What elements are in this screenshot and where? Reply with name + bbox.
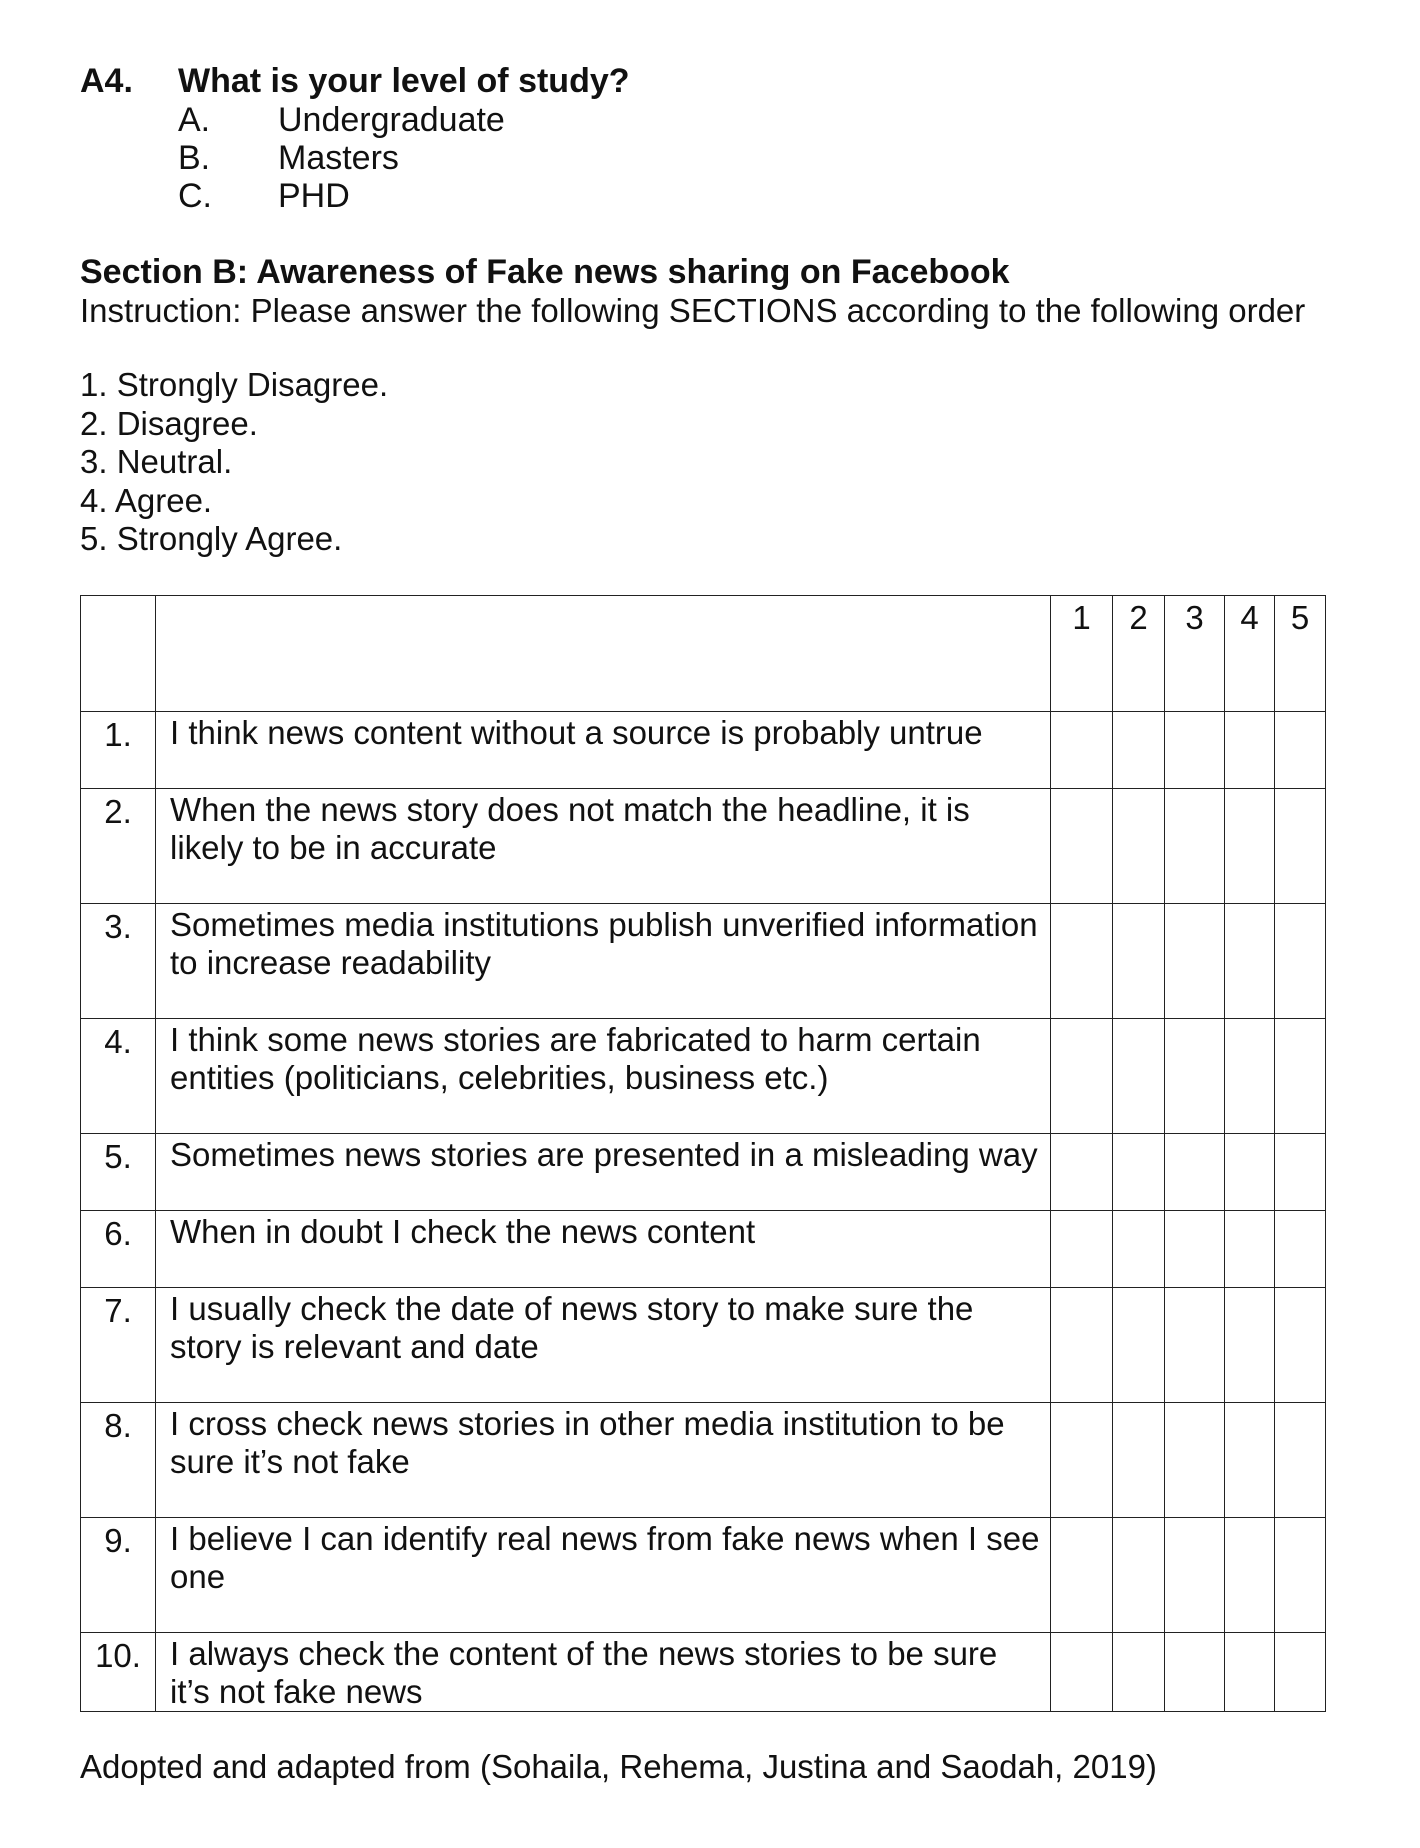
- rating-cell-3[interactable]: [1165, 712, 1225, 789]
- row-number: 2.: [81, 789, 156, 904]
- rating-cell-5[interactable]: [1275, 1211, 1326, 1288]
- rating-cell-4[interactable]: [1225, 1518, 1275, 1633]
- row-number: 4.: [81, 1019, 156, 1134]
- rating-cell-2[interactable]: [1113, 712, 1165, 789]
- option-label: Undergraduate: [278, 101, 505, 139]
- row-statement: Sometimes news stories are presented in a misleading way: [156, 1134, 1051, 1211]
- header-col-1: 1: [1051, 596, 1113, 712]
- rating-cell-5[interactable]: [1275, 1633, 1326, 1712]
- rating-cell-1[interactable]: [1051, 1633, 1113, 1712]
- table-row: [81, 1403, 1326, 1518]
- rating-cell-5[interactable]: [1275, 712, 1326, 789]
- table-row: [81, 712, 1326, 789]
- rating-cell-3[interactable]: [1165, 1211, 1225, 1288]
- rating-cell-3[interactable]: [1165, 1019, 1225, 1134]
- rating-cell-5[interactable]: [1275, 1518, 1326, 1633]
- rating-cell-5[interactable]: [1275, 1403, 1326, 1518]
- rating-cell-2[interactable]: [1113, 1633, 1165, 1712]
- option-letter: A.: [178, 101, 211, 139]
- rating-cell-2[interactable]: [1113, 1211, 1165, 1288]
- option-label: PHD: [278, 177, 350, 215]
- rating-cell-3[interactable]: [1165, 1518, 1225, 1633]
- question-text: What is your level of study?: [178, 62, 630, 100]
- rating-cell-2[interactable]: [1113, 789, 1165, 904]
- row-number: 10.: [81, 1633, 156, 1712]
- scale-item: 1. Strongly Disagree.: [80, 366, 389, 403]
- rating-cell-2[interactable]: [1113, 1403, 1165, 1518]
- rating-cell-4[interactable]: [1225, 1211, 1275, 1288]
- row-statement: Sometimes media institutions publish unverified information to increase readability: [156, 904, 1051, 1019]
- rating-cell-3[interactable]: [1165, 1403, 1225, 1518]
- row-number: 5.: [81, 1134, 156, 1211]
- rating-cell-5[interactable]: [1275, 1019, 1326, 1134]
- row-statement: When in doubt I check the news content: [156, 1211, 1051, 1288]
- rating-cell-4[interactable]: [1225, 1633, 1275, 1712]
- row-number: 6.: [81, 1211, 156, 1288]
- rating-cell-4[interactable]: [1225, 1019, 1275, 1134]
- header-col-2: 2: [1113, 596, 1165, 712]
- option-letter: B.: [178, 139, 211, 177]
- rating-cell-1[interactable]: [1051, 1403, 1113, 1518]
- row-statement: When the news story does not match the headline, it is likely to be in accurate: [156, 789, 1051, 904]
- rating-cell-4[interactable]: [1225, 789, 1275, 904]
- row-statement: I believe I can identify real news from fake news when I see one: [156, 1518, 1051, 1633]
- rating-cell-5[interactable]: [1275, 1134, 1326, 1211]
- option-letter: C.: [178, 177, 212, 215]
- rating-cell-4[interactable]: [1225, 1134, 1275, 1211]
- rating-cell-1[interactable]: [1051, 789, 1113, 904]
- row-number: 7.: [81, 1288, 156, 1403]
- likert-scale-legend: [80, 366, 388, 559]
- table-row: [81, 1134, 1326, 1211]
- rating-cell-1[interactable]: [1051, 904, 1113, 1019]
- rating-cell-2[interactable]: [1113, 1134, 1165, 1211]
- rating-cell-2[interactable]: [1113, 1518, 1165, 1633]
- rating-cell-2[interactable]: [1113, 904, 1165, 1019]
- citation-footer: Adopted and adapted from (Sohaila, Rehema, Justina and Saodah, 2019): [80, 1748, 1157, 1785]
- header-blank-statement: [156, 596, 1051, 712]
- rating-cell-1[interactable]: [1051, 1019, 1113, 1134]
- row-number: 9.: [81, 1518, 156, 1633]
- likert-table: [80, 595, 1326, 1712]
- rating-cell-2[interactable]: [1113, 1288, 1165, 1403]
- scale-item: 5. Strongly Agree.: [80, 520, 343, 557]
- rating-cell-5[interactable]: [1275, 789, 1326, 904]
- instruction-text: Instruction: Please answer the following SECTIONS according to the following order: [80, 292, 1306, 329]
- scale-item: 2. Disagree.: [80, 404, 258, 442]
- row-statement: I usually check the date of news story to make sure the story is relevant and date: [156, 1288, 1051, 1403]
- table-row: [81, 1518, 1326, 1633]
- row-statement: I think some news stories are fabricated to harm certain entities (politicians, celebrities, business etc.): [156, 1019, 1051, 1134]
- rating-cell-5[interactable]: [1275, 1288, 1326, 1403]
- rating-cell-1[interactable]: [1051, 1518, 1113, 1633]
- section-title: Section B: Awareness of Fake news sharing on Facebook: [80, 253, 1010, 291]
- row-number: 3.: [81, 904, 156, 1019]
- rating-cell-5[interactable]: [1275, 904, 1326, 1019]
- rating-cell-1[interactable]: [1051, 1211, 1113, 1288]
- question-number: A4.: [80, 62, 133, 100]
- rating-cell-3[interactable]: [1165, 1288, 1225, 1403]
- header-col-4: 4: [1225, 596, 1275, 712]
- table-row: [81, 1633, 1326, 1712]
- rating-cell-4[interactable]: [1225, 904, 1275, 1019]
- rating-cell-3[interactable]: [1165, 1633, 1225, 1712]
- rating-cell-3[interactable]: [1165, 789, 1225, 904]
- rating-cell-3[interactable]: [1165, 904, 1225, 1019]
- rating-cell-1[interactable]: [1051, 712, 1113, 789]
- option-label: Masters: [278, 139, 399, 177]
- table-row: [81, 1288, 1326, 1403]
- row-statement: I cross check news stories in other media institution to be sure it’s not fake: [156, 1403, 1051, 1518]
- table-header-row: [81, 596, 1326, 712]
- rating-cell-1[interactable]: [1051, 1288, 1113, 1403]
- header-col-5: 5: [1275, 596, 1326, 712]
- row-statement: I always check the content of the news stories to be sure it’s not fake news: [156, 1633, 1051, 1712]
- row-number: 8.: [81, 1403, 156, 1518]
- table-row: [81, 1019, 1326, 1134]
- table-row: [81, 789, 1326, 904]
- row-statement: I think news content without a source is probably untrue: [156, 712, 1051, 789]
- scale-item: 3. Neutral.: [80, 443, 233, 480]
- header-col-3: 3: [1165, 596, 1225, 712]
- rating-cell-4[interactable]: [1225, 1403, 1275, 1518]
- rating-cell-1[interactable]: [1051, 1134, 1113, 1211]
- header-blank-num: [81, 596, 156, 712]
- row-number: 1.: [81, 712, 156, 789]
- rating-cell-4[interactable]: [1225, 712, 1275, 789]
- table-row: [81, 904, 1326, 1019]
- rating-cell-4[interactable]: [1225, 1288, 1275, 1403]
- table-row: [81, 1211, 1326, 1288]
- rating-cell-2[interactable]: [1113, 1019, 1165, 1134]
- rating-cell-3[interactable]: [1165, 1134, 1225, 1211]
- scale-item: 4. Agree.: [80, 481, 213, 519]
